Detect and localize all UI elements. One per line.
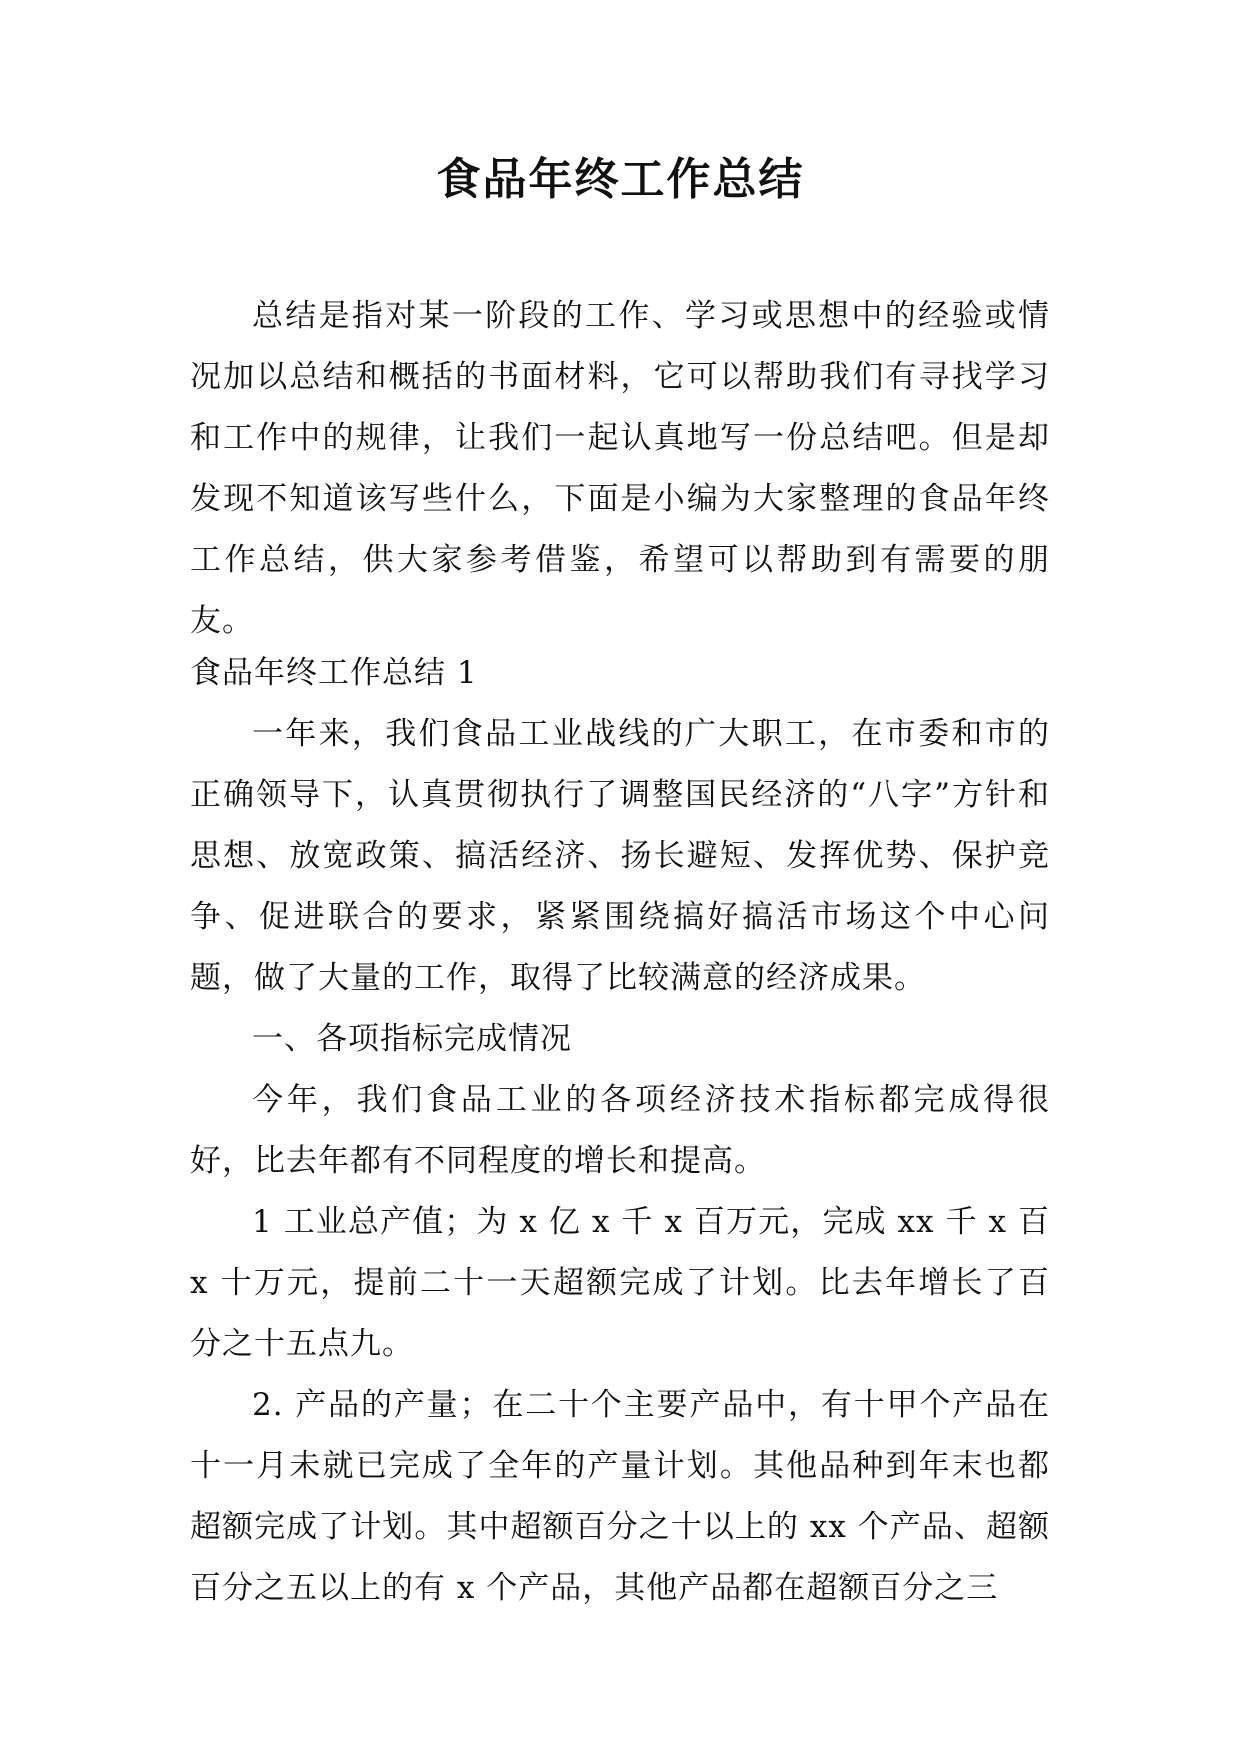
section-body [190, 704, 1050, 1619]
body-paragraph: 2. 产品的产量；在二十个主要产品中，有十甲个产品在十一月未就已完成了全年的产量计划。其他品种到年末也都超额完成了计划。其中超额百分之十以上的 xx 个产品、超额百分之五以上的有 x 个产品，其他产品都在超额百分之三 [190, 1387, 1050, 1606]
document-title: 食品年终工作总结 [436, 154, 805, 205]
subheading-paragraph: 一、各项指标完成情况 [252, 1021, 572, 1057]
body-paragraph: 一年来，我们食品工业战线的广大职工，在市委和市的正确领导下，认真贯彻执行了调整国民经济的“八字”方针和思想、放宽政策、搞活经济、扬长避短、发挥优势、保护竞争、促进联合的要求，紧紧围绕搞好搞活市场这个中心问题，做了大量的工作，取得了比较满意的经济成果。 [190, 716, 1050, 996]
body-paragraph: 1 工业总产值；为 x 亿 x 千 x 百万元，完成 xx 千 x 百 x 十万元，提前二十一天超额完成了计划。比去年增长了百分之十五点九。 [190, 1204, 1050, 1362]
intro-paragraph: 总结是指对某一阶段的工作、学习或思想中的经验或情况加以总结和概括的书面材料，它可以帮助我们有寻找学习和工作中的规律，让我们一起认真地写一份总结吧。但是却发现不知道该写些什么，下面是小编为大家整理的食品年终工作总结，供大家参考借鉴，希望可以帮助到有需要的朋友。 [190, 298, 1050, 639]
body-paragraph: 今年，我们食品工业的各项经济技术指标都完成得很好，比去年都有不同程度的增长和提高。 [190, 1082, 1050, 1179]
section-heading: 食品年终工作总结 1 [190, 655, 478, 691]
